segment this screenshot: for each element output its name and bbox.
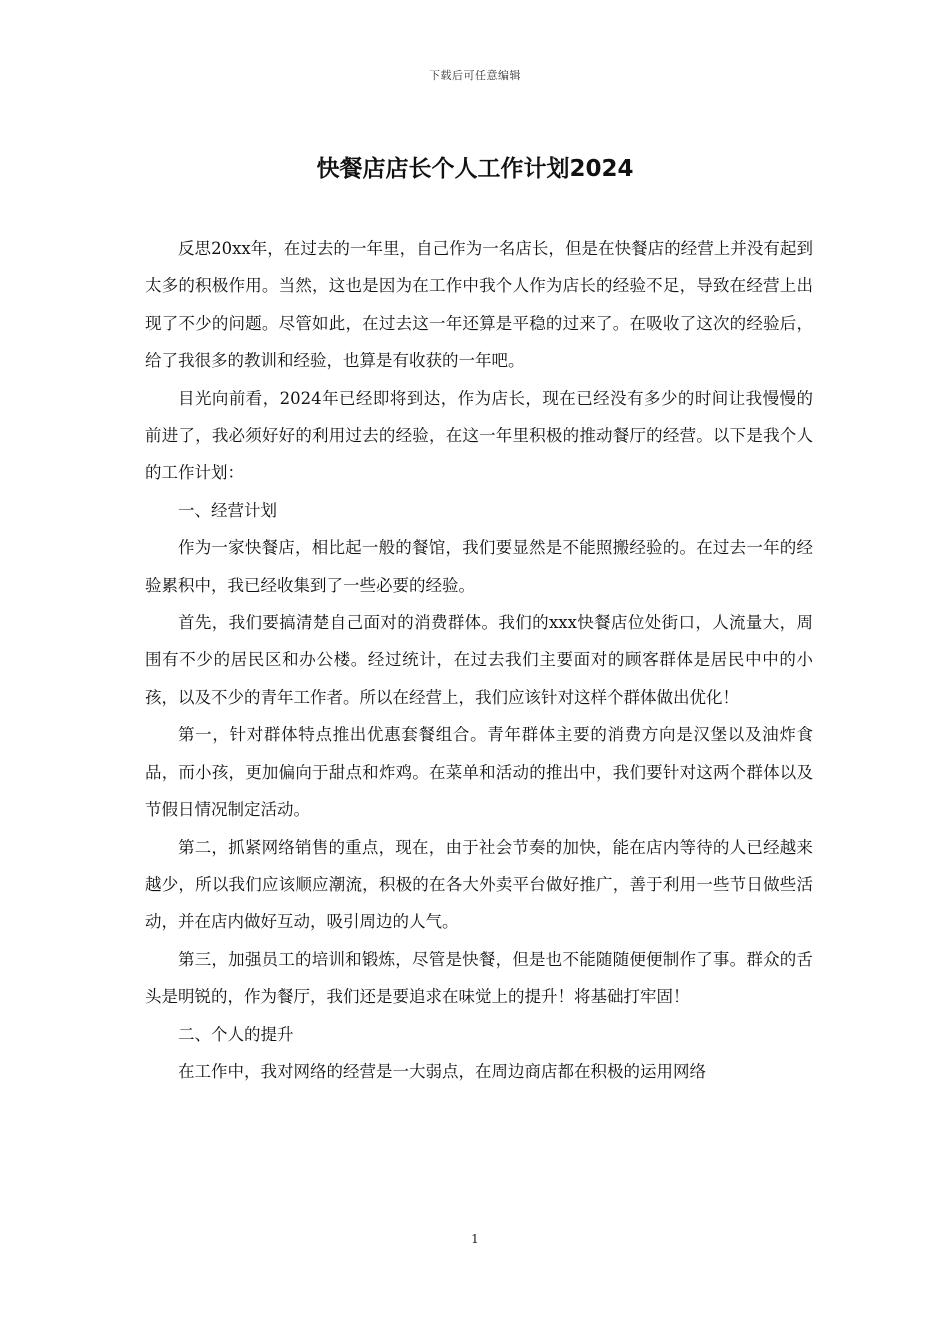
document-body <box>145 230 813 1090</box>
section-heading-personal-improvement: 二、个人的提升 <box>178 1024 294 1044</box>
paragraph-network-weakness: 在工作中，我对网络的经营是一大弱点，在周边商店都在积极的运用网络 <box>178 1061 706 1081</box>
header-note: 下载后可任意编辑 <box>429 69 521 82</box>
paragraph-looking-forward: 目光向前看，2024年已经即将到达，作为店长，现在已经没有多少的时间让我慢慢的前进了，我必须好好的利用过去的经验，在这一年里积极的推动餐厅的经营。以下是我个人的工作计划： <box>145 388 813 483</box>
section-heading-operation-plan: 一、经营计划 <box>178 500 277 520</box>
paragraph-fast-food-experience: 作为一家快餐店，相比起一般的餐馆，我们要显然是不能照搬经验的。在过去一年的经验累积中，我已经收集到了一些必要的经验。 <box>145 538 813 595</box>
paragraph-customer-groups: 首先，我们要搞清楚自己面对的消费群体。我们的xxx快餐店位处街口，人流量大，周围有不少的居民区和办公楼。经过统计，在过去我们主要面对的顾客群体是居民中中的小孩，以及不少的青年工作者。所以在经营上，我们应该针对这样个群体做出优化！ <box>145 613 813 707</box>
paragraph-third-plan: 第三，加强员工的培训和锻炼，尽管是快餐，但是也不能随随便便制作了事。群众的舌头是明锐的，作为餐厅，我们还是要追求在味觉上的提升！将基础打牢固！ <box>145 949 813 1007</box>
paragraph-first-plan: 第一，针对群体特点推出优惠套餐组合。青年群体主要的消费方向是汉堡以及油炸食品，而小孩，更加偏向于甜点和炸鸡。在菜单和活动的推出中，我们要针对这两个群体以及节假日情况制定活动。 <box>145 725 813 820</box>
paragraph-intro-reflection: 反思20xx年，在过去的一年里，自己作为一名店长，但是在快餐店的经营上并没有起到太多的积极作用。当然，这也是因为在工作中我个人作为店长的经验不足，导致在经营上出现了不少的问题。尽管如此，在过去这一年还算是平稳的过来了。在吸收了这次的经验后，给了我很多的教训和经验，也算是有收获的一年吧。 <box>145 239 813 371</box>
page-number: 1 <box>471 1232 479 1246</box>
paragraph-second-plan: 第二，抓紧网络销售的重点，现在，由于社会节奏的加快，能在店内等待的人已经越来越少，所以我们应该顺应潮流，积极的在各大外卖平台做好推广，善于利用一些节日做些活动，并在店内做好互动，吸引周边的人气。 <box>145 837 813 932</box>
document-title: 快餐店店长个人工作计划2024 <box>316 156 634 182</box>
